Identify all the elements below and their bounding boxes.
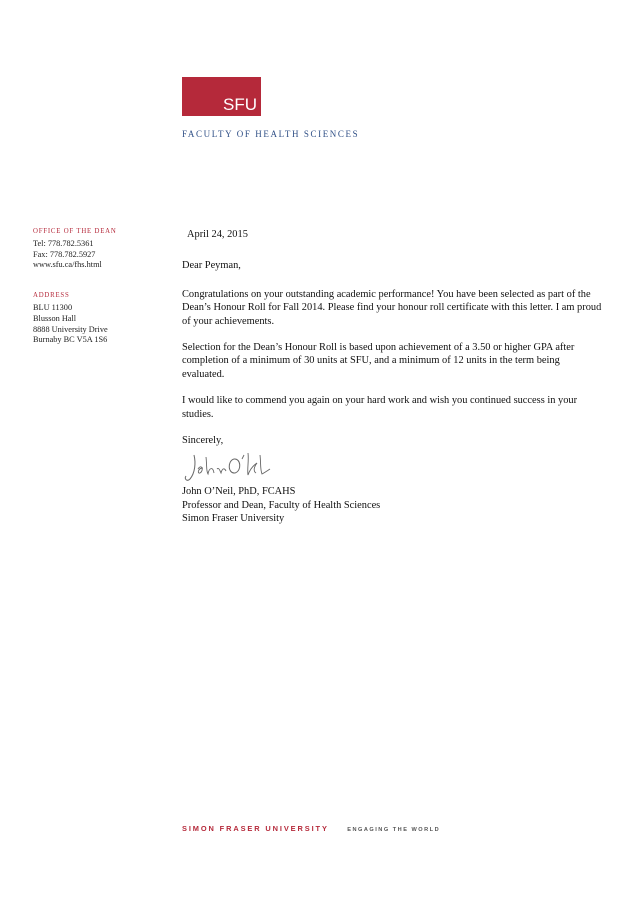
logo-text: SFU: [223, 95, 257, 114]
faculty-name: FACULTY OF HEALTH SCIENCES: [182, 129, 360, 139]
signer-name: John O’Neil, PhD, FCAHS: [182, 486, 296, 498]
salutation: Dear Peyman,: [182, 260, 241, 272]
address-heading: ADDRESS: [33, 292, 70, 300]
address-line: 8888 University Drive: [33, 324, 108, 334]
footer-tagline: ENGAGING THE WORLD: [347, 827, 441, 833]
footer-university: SIMON FRASER UNIVERSITY: [182, 824, 329, 833]
paragraph: Congratulations on your outstanding academic performance! You have been selected as part of the Dean’s Honour Roll for Fall 2014. Please find your honour roll certificate with this letter. I am proud of your achievements.: [182, 288, 602, 327]
handwritten-signature: [182, 449, 602, 485]
signer-organization: Simon Fraser University: [182, 513, 285, 525]
sidebar-contact: [33, 227, 163, 346]
sfu-logo: [182, 77, 261, 116]
signature-drawing: [182, 449, 277, 485]
footer: [182, 818, 440, 836]
office-tel: Tel: 778.782.5361: [33, 238, 94, 248]
address-line: Blusson Hall: [33, 313, 77, 323]
closing: Sincerely,: [182, 435, 224, 447]
letter-date: April 24, 2015: [187, 229, 248, 240]
office-website: www.sfu.ca/fhs.html: [33, 260, 102, 270]
office-heading: OFFICE OF THE DEAN: [33, 228, 117, 235]
office-fax: Fax: 778.782.5927: [33, 249, 96, 259]
address-line: Burnaby BC V5A 1S6: [33, 335, 108, 345]
paragraph: Selection for the Dean’s Honour Roll is based upon achievement of a 3.50 or higher GPA after completion of a minimum of 30 units at SFU, and a minimum of 12 units in the term being evaluated.: [182, 342, 575, 380]
paragraph: I would like to commend you again on your hard work and wish you continued success in your studies.: [182, 395, 578, 420]
address-line: BLU 11300: [33, 302, 73, 312]
signer-title: Professor and Dean, Faculty of Health Sciences: [182, 499, 381, 511]
letter-body: [182, 228, 602, 526]
